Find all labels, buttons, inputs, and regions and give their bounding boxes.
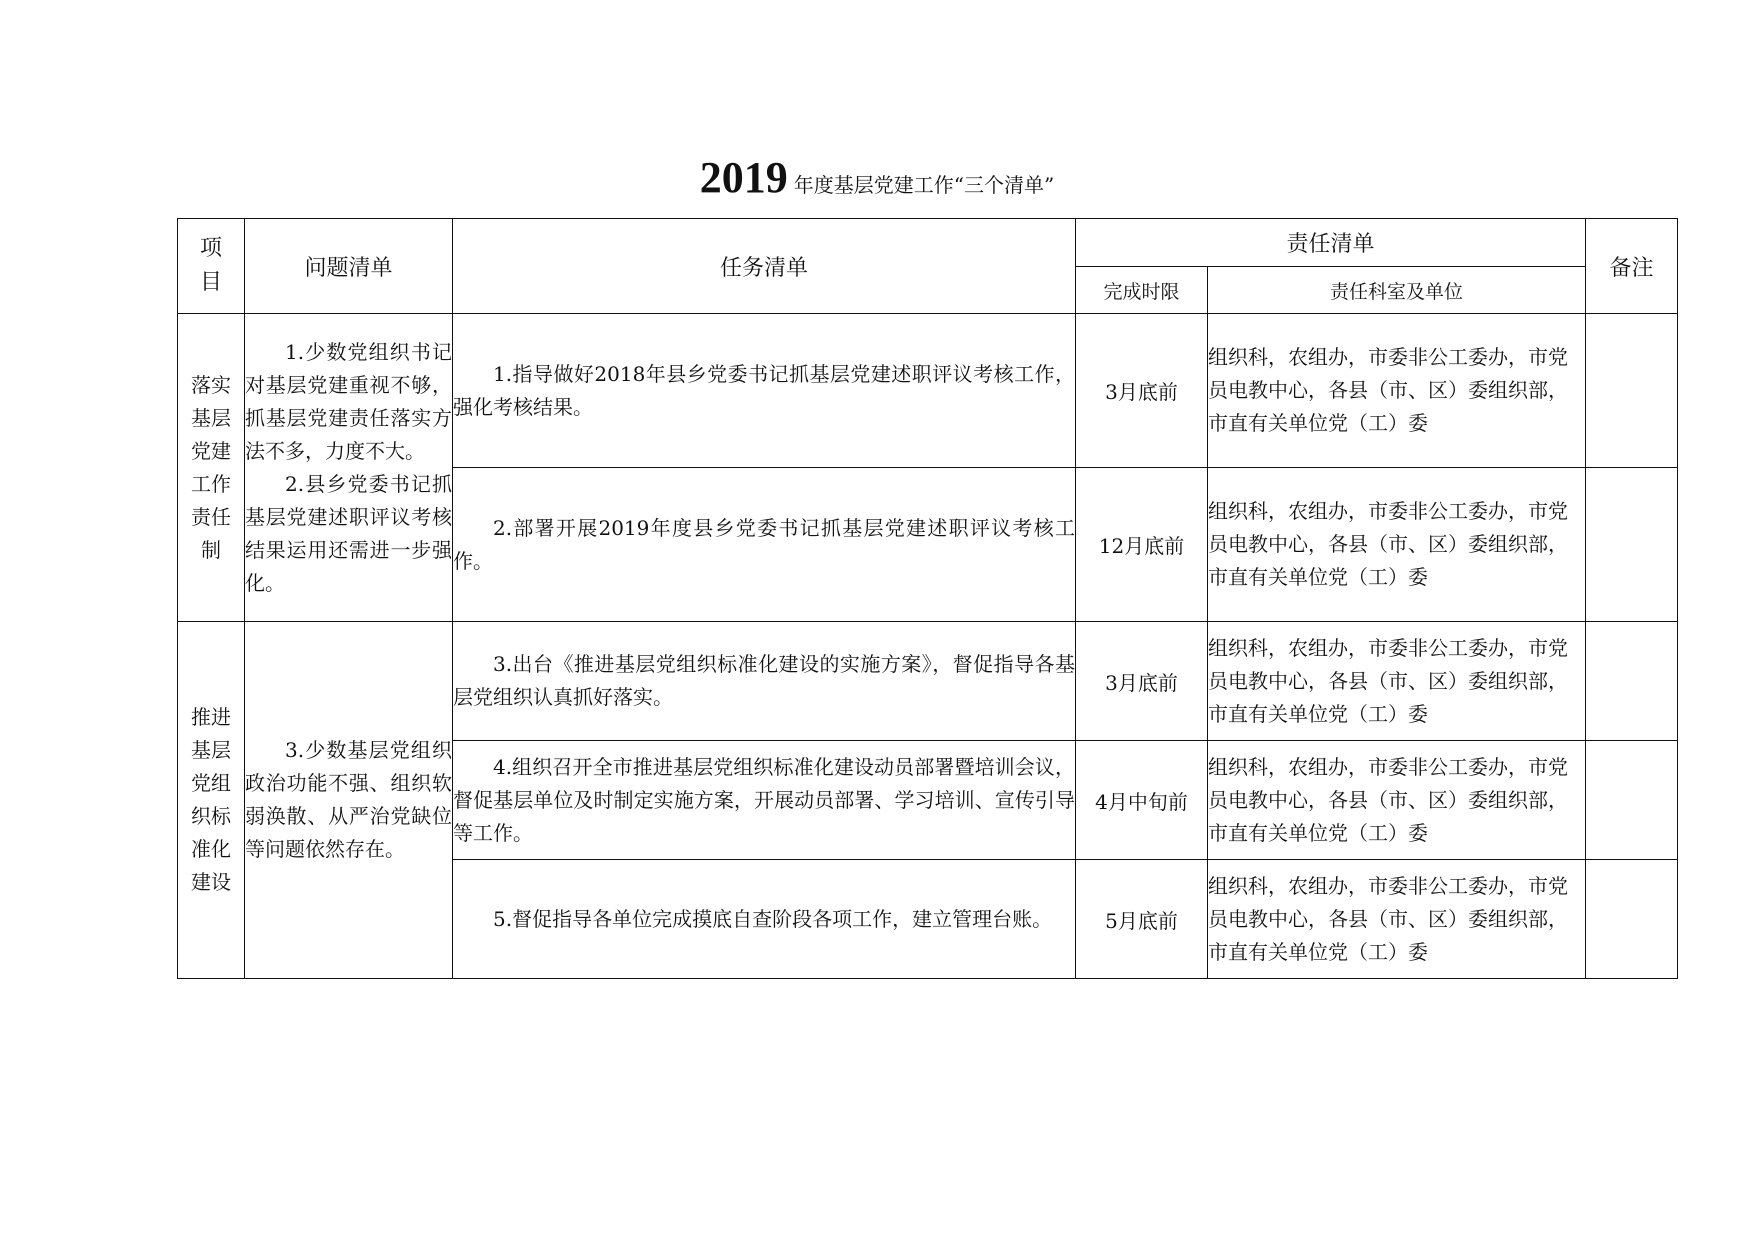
table-row bbox=[178, 622, 1678, 741]
header-notes: 备注 bbox=[1586, 219, 1678, 314]
header-tasks: 任务清单 bbox=[453, 219, 1076, 314]
department-cell: 组织科，农组办，市委非公工委办，市党员电教中心，各县（市、区）委组织部，市直有关单位党（工）委 bbox=[1208, 622, 1586, 741]
note-cell bbox=[1586, 314, 1678, 468]
department-cell: 组织科，农组办，市委非公工委办，市党员电教中心，各县（市、区）委组织部，市直有关单位党（工）委 bbox=[1208, 314, 1586, 468]
department-cell: 组织科，农组办，市委非公工委办，市党员电教中心，各县（市、区）委组织部，市直有关单位党（工）委 bbox=[1208, 860, 1586, 979]
issue-text: 2.县乡党委书记抓基层党建述职评议考核结果运用还需进一步强化。 bbox=[245, 471, 452, 595]
note-cell bbox=[1586, 622, 1678, 741]
deadline-cell: 5月底前 bbox=[1076, 860, 1208, 979]
department-cell: 组织科，农组办，市委非公工委办，市党员电教中心，各县（市、区）委组织部，市直有关单位党（工）委 bbox=[1208, 741, 1586, 860]
note-cell bbox=[1586, 741, 1678, 860]
issue-text: 1.少数党组织书记对基层党建重视不够，抓基层党建责任落实方法不多，力度不大。 bbox=[245, 339, 452, 463]
issue-text: 3.少数基层党组织政治功能不强、组织软弱涣散、从严治党缺位等问题依然存在。 bbox=[245, 738, 452, 861]
note-cell bbox=[1586, 860, 1678, 979]
task-list-table bbox=[177, 218, 1678, 979]
header-department: 责任科室及单位 bbox=[1208, 267, 1586, 314]
deadline-cell: 3月底前 bbox=[1076, 622, 1208, 741]
header-deadline: 完成时限 bbox=[1076, 267, 1208, 314]
deadline-cell: 3月底前 bbox=[1076, 314, 1208, 468]
deadline-cell: 12月底前 bbox=[1076, 468, 1208, 622]
project-cell: 推进基层党组织标准化建设 bbox=[178, 622, 245, 979]
task-cell: 3.出台《推进基层党组织标准化建设的实施方案》，督促指导各基层党组织认真抓好落实。 bbox=[453, 622, 1076, 741]
table-row bbox=[178, 314, 1678, 468]
task-cell: 5.督促指导各单位完成摸底自查阶段各项工作，建立管理台账。 bbox=[453, 860, 1076, 979]
note-cell bbox=[1586, 468, 1678, 622]
project-cell: 落实基层党建工作责任制 bbox=[178, 314, 245, 622]
task-cell: 4.组织召开全市推进基层党组织标准化建设动员部署暨培训会议，督促基层单位及时制定实施方案，开展动员部署、学习培训、宣传引导等工作。 bbox=[453, 741, 1076, 860]
header-responsibility: 责任清单 bbox=[1076, 219, 1586, 267]
title-year: 2019 bbox=[699, 153, 788, 202]
department-cell: 组织科，农组办，市委非公工委办，市党员电教中心，各县（市、区）委组织部，市直有关单位党（工）委 bbox=[1208, 468, 1586, 622]
issue-cell bbox=[245, 314, 453, 622]
title-text: 年度基层党建工作“三个清单” bbox=[793, 173, 1055, 197]
header-project: 项目 bbox=[178, 219, 245, 314]
task-cell: 2.部署开展2019年度县乡党委书记抓基层党建述职评议考核工作。 bbox=[453, 468, 1076, 622]
deadline-cell: 4月中旬前 bbox=[1076, 741, 1208, 860]
task-cell: 1.指导做好2018年县乡党委书记抓基层党建述职评议考核工作，强化考核结果。 bbox=[453, 314, 1076, 468]
page-title bbox=[0, 152, 1754, 203]
issue-cell bbox=[245, 622, 453, 979]
header-issues: 问题清单 bbox=[245, 219, 453, 314]
